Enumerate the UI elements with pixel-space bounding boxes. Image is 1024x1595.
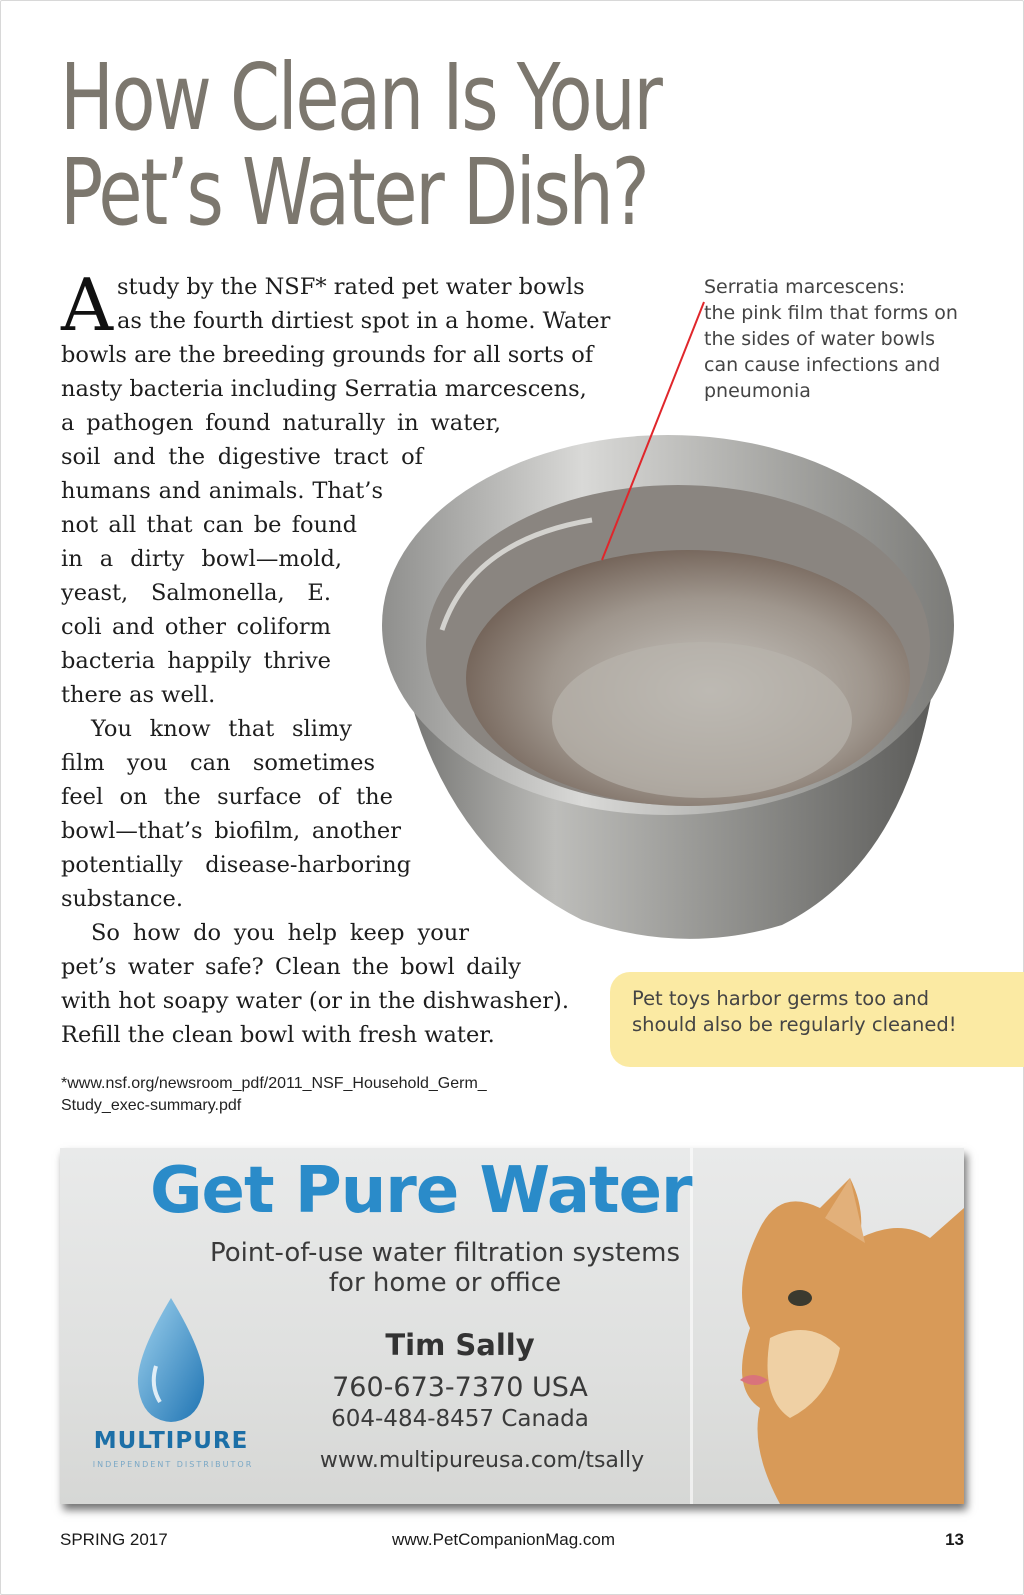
caption-line: can cause infections and (704, 354, 941, 376)
tip-callout (610, 972, 1024, 1067)
photo-caption (704, 274, 1004, 404)
ad-sub-line-2: for home or office (328, 1268, 562, 1298)
body-line: film you can sometimes (61, 750, 375, 776)
brand-logo-text: MULTIPURE (93, 1428, 249, 1454)
body-line: pet’s water safe? Clean the bowl daily (61, 954, 521, 980)
caption-pointer-line (600, 300, 710, 580)
body-line: yeast, Salmonella, E. (61, 580, 331, 606)
phone-canada[interactable]: 604-484-8457 Canada (331, 1406, 589, 1432)
body-line: potentially disease-harboring (61, 852, 411, 878)
body-line: a pathogen found naturally in water, (61, 410, 501, 436)
body-line: feel on the surface of the (61, 784, 393, 810)
body-line: bowl—that’s biofilm, another (61, 818, 401, 844)
body-line: coli and other coliform (61, 614, 331, 640)
body-line: bacteria happily thrive (61, 648, 331, 674)
footnote-line-2: Study_exec-summary.pdf (61, 1097, 242, 1114)
issue-season: SPRING 2017 (60, 1530, 168, 1549)
footnote (61, 1073, 581, 1117)
body-line: study by the NSF* rated pet water bowls (117, 274, 585, 300)
body-line: So how do you help keep your (91, 920, 469, 946)
brand-subtitle: INDEPENDENT DISTRIBUTOR (92, 1460, 254, 1469)
body-line: soil and the digestive tract of (61, 444, 423, 470)
body-line: as the fourth dirtiest spot in a home. Water (117, 308, 611, 334)
footnote-line-1: *www.nsf.org/newsroom_pdf/2011_NSF_Household_Germ_ (61, 1075, 487, 1092)
tip-text (632, 986, 1002, 1038)
page-footer (60, 1530, 964, 1554)
ad-sub-line-1: Point-of-use water filtration systems (209, 1238, 681, 1268)
body-line: with hot soapy water (or in the dishwasher). (61, 988, 569, 1014)
article-title (60, 44, 661, 246)
body-line: substance. (61, 886, 184, 912)
water-drop-logo-icon (126, 1296, 216, 1426)
body-line: Refill the clean bowl with fresh water. (61, 1022, 495, 1048)
body-line: in a dirty bowl—mold, (61, 546, 342, 572)
body-line: not all that can be found (61, 512, 357, 538)
body-line: nasty bacteria including Serratia marcescens, (61, 376, 587, 402)
phone-usa[interactable]: 760-673-7370 USA (332, 1372, 588, 1403)
title-line-2: Pet’s Water Dish? (60, 139, 648, 246)
tip-line-2: should also be regularly cleaned! (632, 1013, 957, 1036)
ad-headline: Get Pure Water (150, 1154, 692, 1228)
title-line-1: How Clean Is Your (60, 44, 661, 151)
ad-subheadline (175, 1238, 715, 1298)
caption-line: the pink film that forms on (704, 302, 958, 324)
caption-line: pneumonia (704, 380, 811, 402)
drop-cap: A (61, 263, 113, 347)
body-line: You know that slimy (91, 716, 352, 742)
caption-line: the sides of water bowls (704, 328, 936, 350)
body-line: there as well. (61, 682, 216, 708)
advertisement[interactable] (60, 1148, 964, 1504)
ad-website-link[interactable]: www.multipureusa.com/tsally (319, 1448, 645, 1473)
caption-line: Serratia marcescens: (704, 276, 906, 298)
contact-name: Tim Sally (385, 1328, 535, 1362)
tip-line-1: Pet toys harbor germs too and (632, 987, 930, 1010)
body-line: humans and animals. That’s (61, 478, 383, 504)
magazine-website-link[interactable]: www.PetCompanionMag.com (392, 1530, 615, 1549)
page-number: 13 (945, 1530, 964, 1549)
body-line: bowls are the breeding grounds for all sorts of (61, 342, 594, 368)
